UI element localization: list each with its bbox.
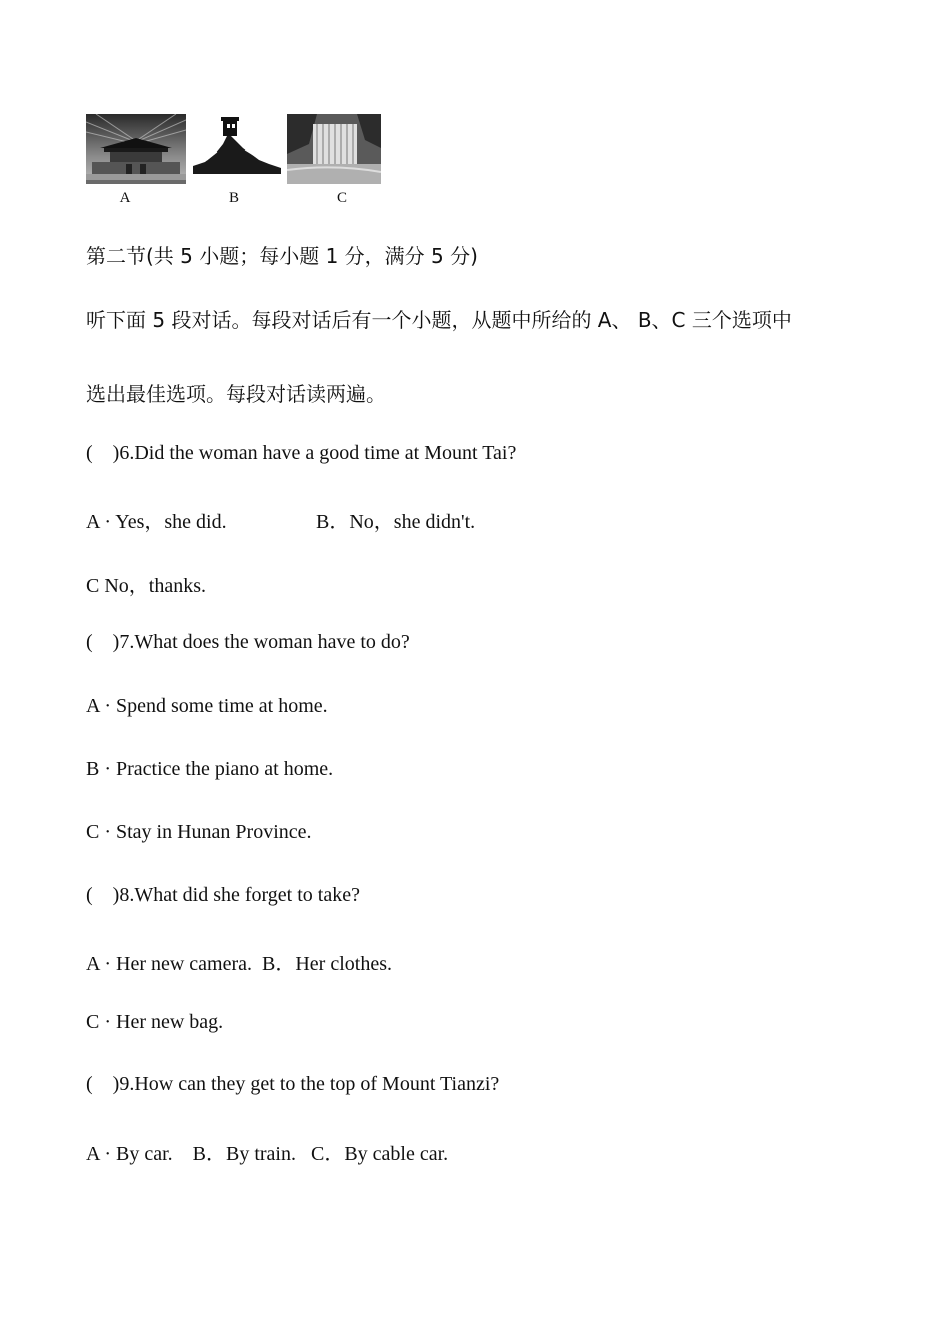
question-7-stem: ( )7.What does the woman have to do? [86, 631, 410, 653]
question-6-option-b: B．No，she didn't. [316, 511, 476, 533]
question-9-stem: ( )9.How can they get to the top of Mount Tianzi? [86, 1073, 500, 1095]
question-6-option-c: C No，thanks. [86, 575, 206, 597]
picture-b-caption: B [228, 190, 239, 206]
question-6-option-a: A · Yes，she did. [86, 511, 227, 533]
question-7-option-b: B · Practice the piano at home. [86, 758, 334, 780]
great-wall-picture [193, 114, 281, 174]
instruction-line-1: 听下面 5 段对话。每段对话后有一个小题，从题中所给的 A、 B、C 三个选项中 [86, 308, 792, 332]
question-8-options-ab: A · Her new camera. B．Her clothes. [86, 953, 392, 975]
question-7-option-c: C · Stay in Hunan Province. [86, 821, 312, 843]
question-8-option-c: C · Her new bag. [86, 1011, 224, 1033]
tiananmen-picture [86, 114, 186, 184]
instruction-line-2: 选出最佳选项。每段对话读两遍。 [86, 382, 386, 406]
question-9-options: A · By car. B．By train. C．By cable car. [86, 1143, 449, 1165]
section-heading: 第二节(共 5 小题；每小题 1 分，满分 5 分) [86, 244, 478, 268]
picture-c-caption: C [336, 190, 347, 206]
question-6-stem: ( )6.Did the woman have a good time at Mount Tai? [86, 442, 517, 464]
question-8-stem: ( )8.What did she forget to take? [86, 884, 360, 906]
question-7-option-a: A · Spend some time at home. [86, 695, 328, 717]
picture-a-caption: A [119, 190, 131, 206]
waterfall-picture [287, 114, 381, 184]
